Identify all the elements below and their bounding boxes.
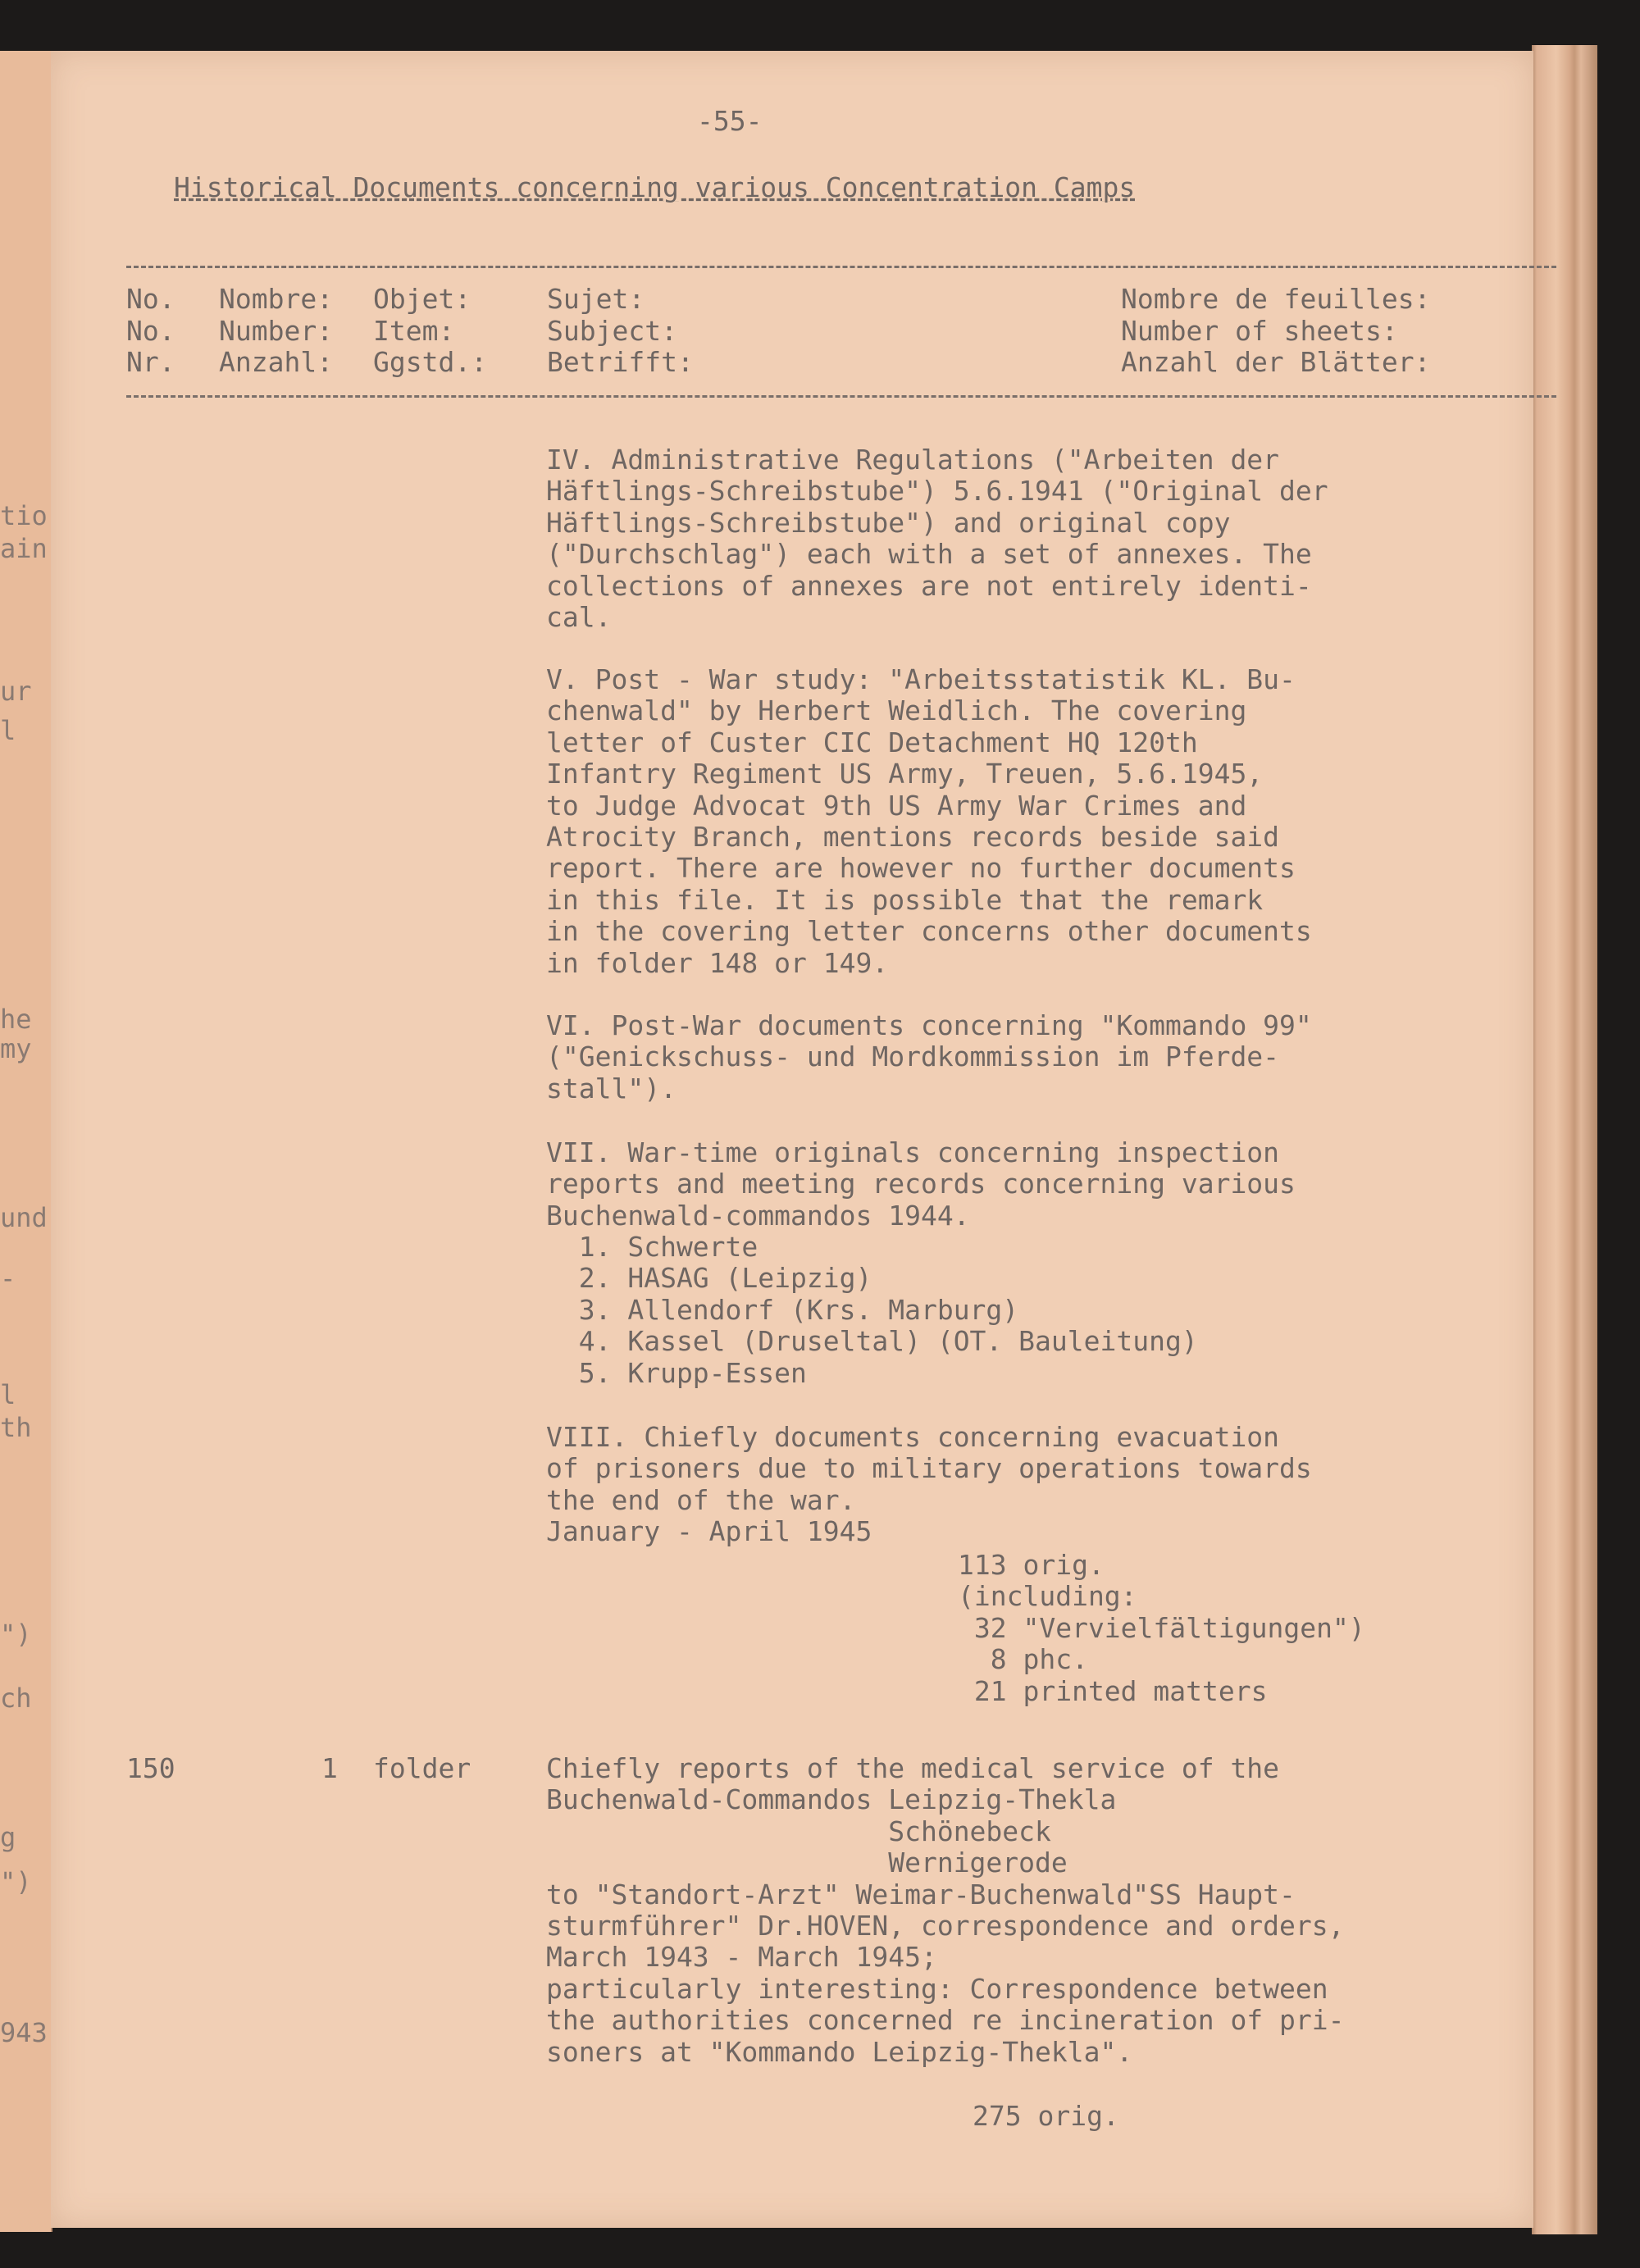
header-col-item: Objet: Item: Ggstd.: <box>373 283 488 379</box>
entry-150-item: folder <box>373 1752 472 1784</box>
left-page-fragment: ain <box>0 533 48 564</box>
entry-150-no: 150 <box>126 1752 175 1784</box>
section-viii: VIII. Chiefly documents concerning evacuation of prisoners due to military operations towards the end of the war. January - April 1945 <box>546 1421 1312 1548</box>
adjacent-left-page <box>0 51 52 2232</box>
entry-150-subject: Chiefly reports of the medical service of the Buchenwald-Commandos Leipzig-Thekla Schönebeck Wernigerode to "Standort-Arzt" Weimar-Buchenwald"SS Haupt- sturmführer" Dr.HOVEN, correspondence and orders, March 1943 - March 1945; particularly interesting: Correspondence between the authorities concerned re incineration of pri- soners at "Kommando Leipzig-Thekla". <box>546 1752 1345 2068</box>
left-page-fragment: - <box>0 1263 16 1294</box>
left-page-fragment: l <box>0 715 16 746</box>
left-page-fragment: ") <box>0 1619 32 1650</box>
header-top-rule <box>126 266 1556 268</box>
section-viii-sheet-count: 113 orig. (including: 32 "Vervielfältigungen") 8 phc. 21 printed matters <box>958 1549 1365 1707</box>
left-page-fragment: g <box>0 1822 16 1853</box>
section-vii: VII. War-time originals concerning inspection reports and meeting records concerning various Buchenwald-commandos 1944. <box>546 1136 1296 1232</box>
document-page <box>51 51 1533 2228</box>
page-number: -55- <box>697 105 763 137</box>
left-page-fragment: ") <box>0 1866 32 1897</box>
left-page-fragment: 943 <box>0 2017 48 2048</box>
header-col-number: Nombre: Number: Anzahl: <box>219 283 334 379</box>
left-page-fragment: und <box>0 1202 48 1233</box>
section-v: V. Post - War study: "Arbeitsstatistik KL. Bu- chenwald" by Herbert Weidlich. The covering letter of Custer CIC Detachment HQ 120th Infantry Regiment US Army, Treuen, 5.6.1945, to Judge Advocat 9th US Army War Crimes and Atrocity Branch, mentions records beside said report. There are however no further documents in this file. It is possible that the remark in the covering letter concerns other documents in folder 148 or 149. <box>546 663 1312 979</box>
header-col-no: No. No. Nr. <box>126 283 175 379</box>
header-col-sheets: Nombre de feuilles: Number of sheets: Anzahl der Blätter: <box>1121 283 1431 379</box>
left-page-fragment: th <box>0 1412 32 1443</box>
header-bottom-rule <box>126 395 1556 398</box>
left-page-fragment: my <box>0 1033 32 1064</box>
section-vii-list: 1. Schwerte 2. HASAG (Leipzig) 3. Allendorf (Krs. Marburg) 4. Kassel (Druseltal) (OT. Bauleitung) 5. Krupp-Essen <box>578 1231 1198 1389</box>
entry-150-number: 1 <box>321 1752 338 1784</box>
header-col-subject: Sujet: Subject: Betrifft: <box>547 283 694 379</box>
page-stack-edge <box>1532 45 1597 2234</box>
left-page-fragment: tio <box>0 500 48 531</box>
left-page-fragment: ch <box>0 1683 32 1714</box>
section-vi: VI. Post-War documents concerning "Kommando 99" ("Genickschuss- und Mordkommission im Pferde- stall"). <box>546 1009 1312 1104</box>
left-page-fragment: he <box>0 1004 32 1035</box>
page-title: Historical Documents concerning various Concentration Camps <box>174 171 1136 203</box>
entry-150-sheet-count: 275 orig. <box>973 2100 1119 2132</box>
left-page-fragment: ur <box>0 676 32 707</box>
section-iv: IV. Administrative Regulations ("Arbeiten der Häftlings-Schreibstube") 5.6.1941 ("Original der Häftlings-Schreibstube") and original copy ("Durchschlag") each with a set of annexes. The collections of annexes are not entirely identi- cal. <box>546 444 1328 634</box>
left-page-fragment: l <box>0 1379 16 1410</box>
